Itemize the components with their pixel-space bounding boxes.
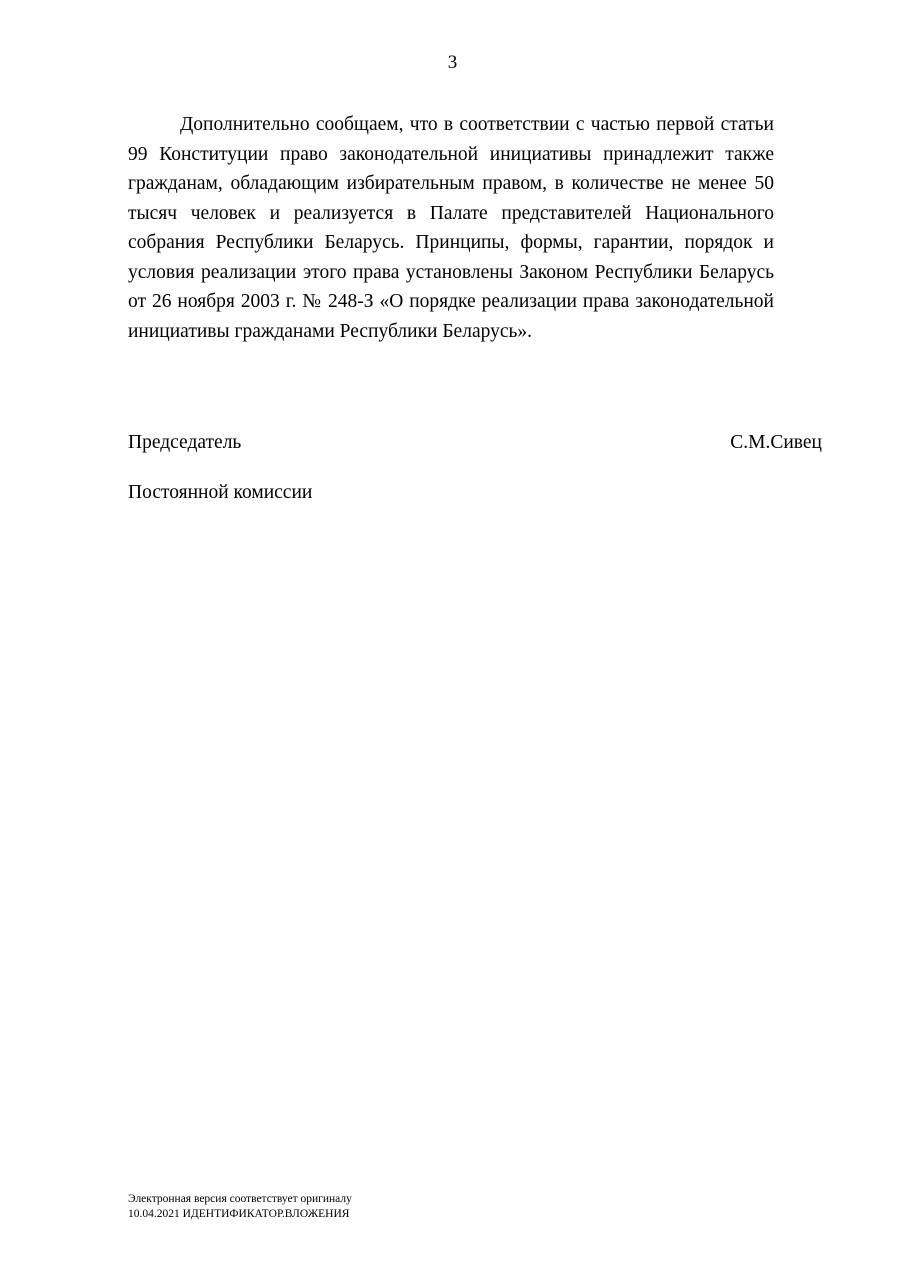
- signer-title-line-2: Постоянной комиссии: [128, 482, 313, 503]
- signature-block: [128, 405, 828, 530]
- electronic-copy-stamp: [128, 1192, 352, 1222]
- stamp-line-1: Электронная версия соответствует оригиналу: [128, 1193, 352, 1205]
- signer-title: [128, 405, 312, 530]
- signer-title-line-1: Председатель: [128, 432, 242, 453]
- body-paragraph: Дополнительно сообщаем, что в соответствии с частью первой статьи 99 Конституции право законодательной инициативы принадлежит также гражданам, обладающим избирательным правом, в количестве не менее 50 тысяч человек и реализуется в Палате представителей Национального собрания Республики Беларусь. Принципы, формы, гарантии, порядок и условия реализации этого права установлены Законом Республики Беларусь от 26 ноября 2003 г. № 248-З «О порядке реализации права законодательной инициативы гражданами Республики Беларусь».: [128, 114, 774, 342]
- page-number: 3: [447, 52, 458, 73]
- document-body: [128, 110, 774, 346]
- signer-name: С.М.Сивец: [730, 432, 822, 453]
- stamp-line-2: 10.04.2021 ИДЕНТИФИКАТОР.ВЛОЖЕНИЯ: [128, 1208, 350, 1220]
